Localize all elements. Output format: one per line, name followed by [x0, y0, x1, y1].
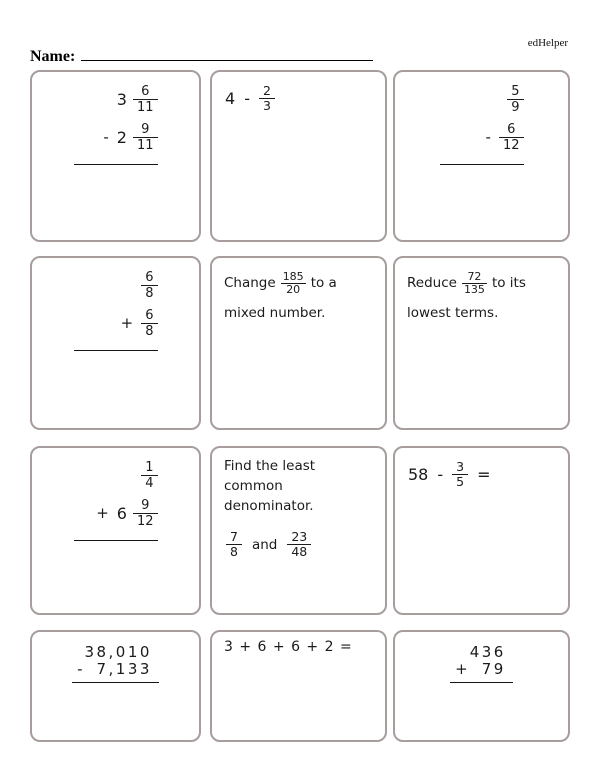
fraction — [281, 271, 306, 296]
numerator: 6 — [145, 307, 154, 323]
prompt-text: to a mixed number. — [224, 275, 337, 321]
fraction — [452, 460, 468, 489]
column-arithmetic — [72, 644, 159, 683]
whole-number: 3 — [116, 89, 127, 109]
fraction — [287, 530, 311, 559]
fraction — [499, 122, 524, 153]
numerator: 1 — [145, 459, 154, 475]
operator: + — [96, 504, 109, 522]
math-row — [141, 456, 157, 494]
name-fill-line — [81, 47, 373, 61]
math-row — [77, 661, 152, 678]
numerator: 23 — [291, 529, 308, 544]
vertical-problem — [74, 266, 158, 351]
whole-number: 2 — [116, 127, 127, 147]
denominator: 11 — [136, 137, 154, 153]
problem-box-3 — [393, 70, 570, 242]
numerator: 7 — [230, 529, 238, 544]
prompt-text: Find the least common denominator. — [224, 458, 316, 514]
equals-sign: = — [477, 465, 491, 484]
problem-box-4 — [30, 256, 201, 430]
math-row — [507, 80, 523, 118]
answer-line — [440, 164, 524, 165]
vertical-problem — [440, 80, 524, 165]
fraction — [226, 530, 242, 559]
denominator: 48 — [291, 544, 308, 559]
operator: - — [437, 465, 444, 484]
brand-text: edHelper — [527, 37, 568, 49]
column-arithmetic — [450, 644, 513, 683]
numerator: 6 — [507, 121, 516, 137]
top-number: 436 — [469, 643, 506, 661]
operator: - — [103, 128, 109, 146]
denominator: 4 — [145, 475, 154, 491]
top-number: 38,010 — [84, 643, 152, 661]
bottom-number: 79 — [481, 660, 506, 678]
operator: + — [120, 314, 134, 332]
problem-box-1 — [30, 70, 201, 242]
prompt-text: Change — [224, 275, 276, 291]
operator: + — [455, 660, 468, 678]
fraction — [259, 84, 275, 113]
problem-box-12 — [393, 630, 570, 742]
word-problem — [395, 258, 568, 328]
fraction — [133, 122, 158, 153]
math-row — [486, 118, 524, 156]
problem-box-7 — [30, 446, 201, 615]
numerator: 6 — [145, 269, 154, 285]
horizontal-problem — [395, 448, 568, 501]
whole-number: 6 — [116, 503, 127, 523]
numerator: 2 — [262, 83, 271, 98]
name-label: Name: — [30, 48, 76, 65]
denominator: 8 — [230, 544, 238, 559]
numerator: 9 — [141, 121, 150, 137]
math-row — [117, 80, 158, 118]
numerator: 72 — [467, 269, 482, 283]
operator: - — [77, 660, 83, 678]
denominator: 8 — [145, 323, 154, 339]
operator: - — [244, 89, 250, 108]
fraction-pair — [212, 516, 385, 559]
denominator: 5 — [456, 474, 465, 489]
fraction — [462, 271, 487, 296]
numerator: 6 — [141, 83, 150, 99]
math-row — [103, 118, 157, 156]
problem-box-11 — [210, 630, 387, 742]
math-row — [455, 661, 506, 678]
denominator: 9 — [511, 99, 520, 115]
denominator: 3 — [262, 98, 271, 113]
problem-box-10 — [30, 630, 201, 742]
fraction — [141, 308, 157, 339]
denominator: 8 — [145, 285, 154, 301]
fraction — [133, 84, 158, 115]
answer-line — [74, 164, 158, 165]
vertical-problem — [74, 456, 158, 541]
whole-number: 4 — [225, 89, 236, 108]
answer-line — [74, 350, 158, 351]
denominator: 12 — [502, 137, 520, 153]
name-row — [30, 47, 373, 66]
denominator: 20 — [286, 282, 301, 296]
math-row — [141, 266, 157, 304]
numerator: 3 — [456, 459, 465, 474]
prompt-text: Reduce — [407, 275, 457, 291]
numerator: 185 — [282, 269, 304, 283]
prompt-text: to its lowest terms. — [407, 275, 526, 321]
math-row — [121, 304, 158, 342]
denominator: 11 — [136, 99, 154, 115]
fraction — [141, 460, 157, 491]
fraction — [141, 270, 157, 301]
problem-box-9 — [393, 446, 570, 615]
whole-number: 58 — [408, 465, 429, 484]
denominator: 135 — [463, 282, 485, 296]
problem-box-2 — [210, 70, 387, 242]
math-row — [96, 494, 157, 532]
problem-box-8 — [210, 446, 387, 615]
expression-text: 3 + 6 + 6 + 2 = — [224, 639, 353, 655]
operator: - — [485, 128, 491, 146]
fraction — [133, 498, 158, 529]
numerator: 9 — [141, 497, 150, 513]
vertical-problem — [74, 80, 158, 165]
answer-line — [74, 540, 158, 541]
word-problem — [212, 258, 385, 328]
problem-box-5 — [210, 256, 387, 430]
problem-box-6 — [393, 256, 570, 430]
bottom-number: 7,133 — [96, 660, 152, 678]
denominator: 12 — [136, 513, 154, 529]
fraction — [507, 84, 523, 115]
horizontal-problem — [212, 72, 385, 125]
numerator: 5 — [511, 83, 520, 99]
conjunction-text: and — [251, 536, 278, 553]
